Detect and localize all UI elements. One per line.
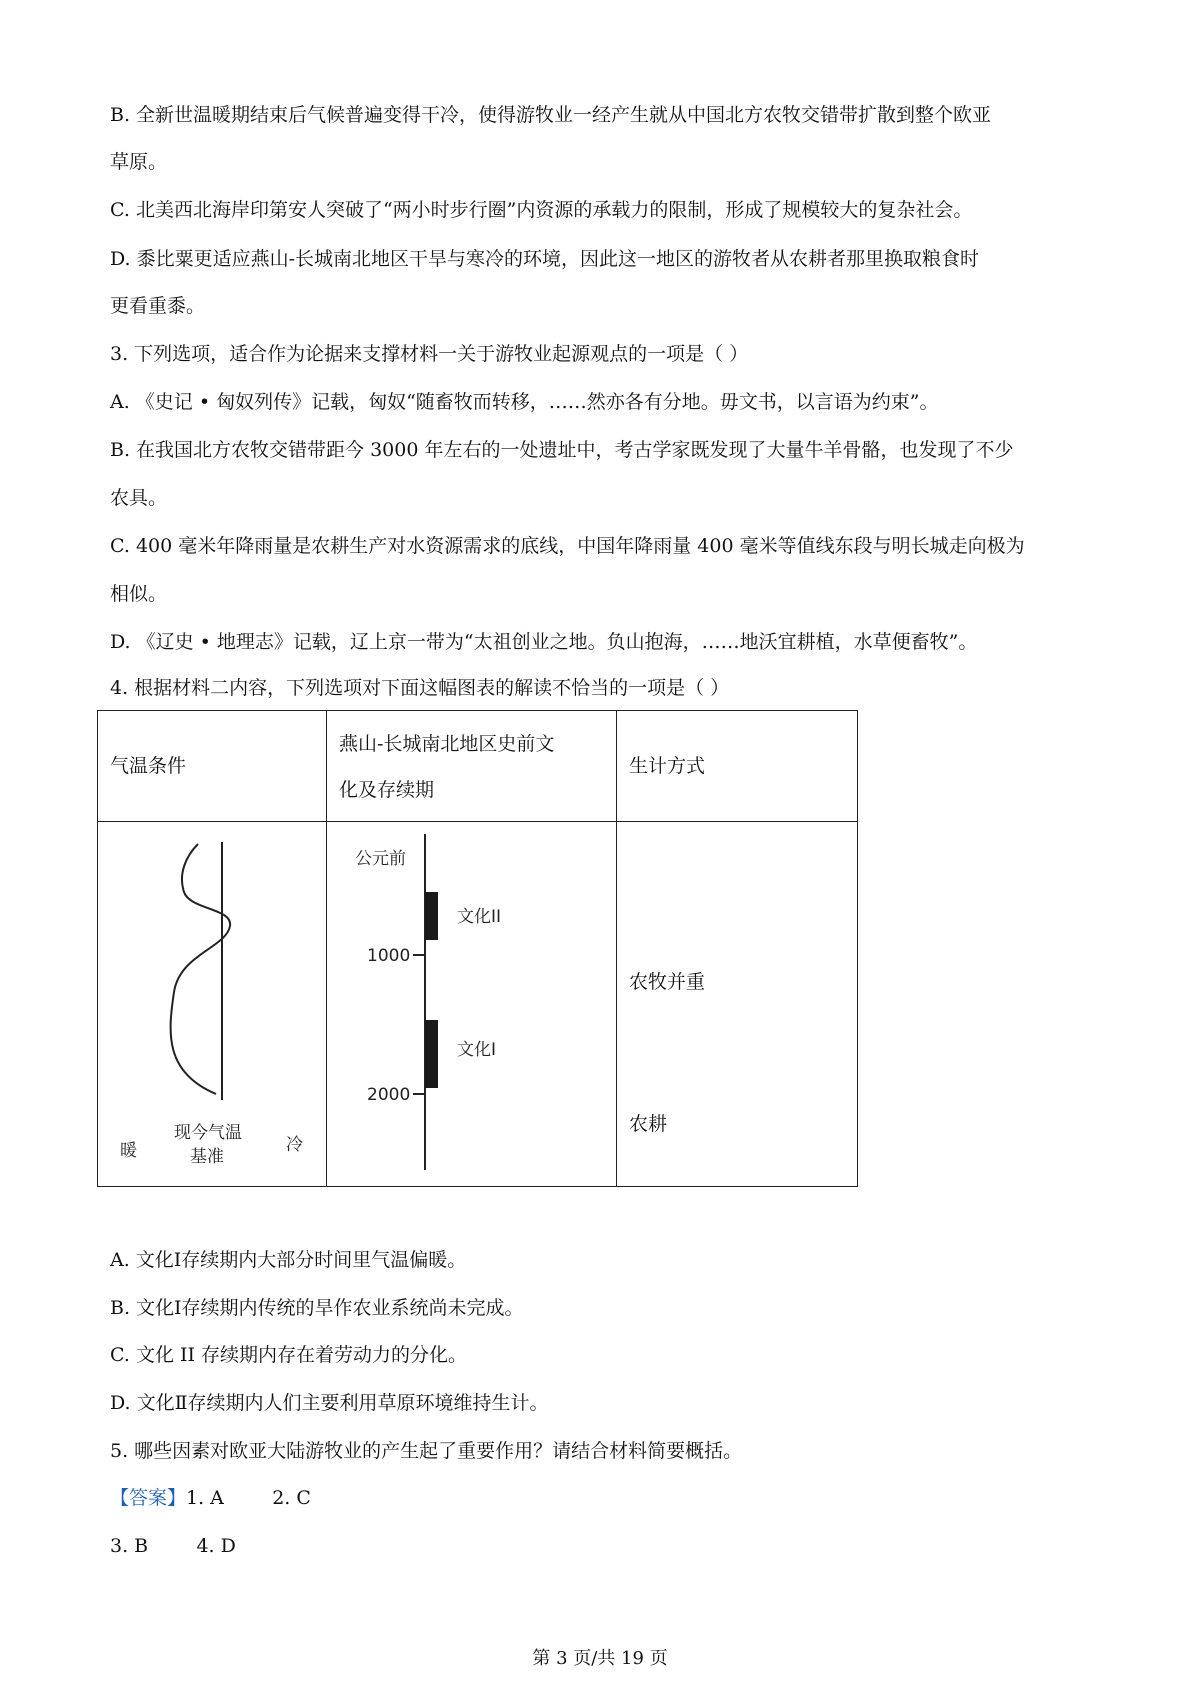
answer-line2: 3. B 4. D [110, 1535, 236, 1557]
answer-values-1: 1. A 2. C [186, 1487, 311, 1509]
baseline-label-line2: 基准 [190, 1147, 224, 1167]
page-number: 第 3 页/共 19 页 [532, 1648, 668, 1669]
timeline-era-label: 公元前 [355, 849, 406, 869]
q3-option-b-line1: B. 在我国北方农牧交错带距今 3000 年左右的一处遗址中，考古学家既发现了大量牛羊骨骼，也发现了不少 [110, 439, 1014, 461]
culture1-bar [425, 1020, 438, 1088]
livelihood-lower: 农耕 [629, 1113, 668, 1135]
temperature-curve-diagram [98, 822, 326, 1186]
header-livelihood: 生计方式 [629, 755, 706, 777]
culture-timeline-diagram [327, 822, 616, 1186]
culture2-label: 文化II [457, 907, 502, 927]
livelihood-cell [617, 822, 858, 1187]
culture-timeline-cell [327, 822, 617, 1187]
q4-option-d: D. 文化Ⅱ存续期内人们主要利用草原环境维持生计。 [110, 1392, 549, 1414]
q3-option-c-line1: C. 400 毫米年降雨量是农耕生产对水资源需求的底线，中国年降雨量 400 毫米等值线东段与明长城走向极为 [110, 535, 1025, 557]
q3-option-c-line2: 相似。 [110, 583, 168, 605]
q2-option-c: C. 北美西北海岸印第安人突破了“两小时步行圈”内资源的承载力的限制，形成了规模较大的复杂社会。 [110, 199, 973, 221]
culture1-label: 文化I [457, 1040, 497, 1060]
q2-option-b-line2: 草原。 [110, 151, 168, 173]
header-temperature: 气温条件 [110, 755, 187, 777]
q3-stem: 3. 下列选项，适合作为论据来支撑材料一关于游牧业起源观点的一项是（ ） [110, 343, 749, 365]
q3-option-d: D. 《辽史 • 地理志》记载，辽上京一带为“太祖创业之地。负山抱海，……地沃宜耕植，水草便畜牧”。 [110, 631, 978, 653]
header-livelihood-cell [617, 711, 858, 822]
warm-label: 暖 [120, 1141, 137, 1161]
q2-option-d-line2: 更看重黍。 [110, 295, 206, 317]
q4-option-a: A. 文化Ⅰ存续期内大部分时间里气温偏暖。 [110, 1249, 467, 1271]
header-culture-line1: 燕山-长城南北地区史前文 [339, 733, 555, 755]
livelihood-upper: 农牧并重 [629, 971, 706, 993]
cold-label: 冷 [286, 1135, 303, 1155]
q3-option-a: A. 《史记 • 匈奴列传》记载，匈奴“随畜牧而转移，……然亦各有分地。毋文书，以言语为约束”。 [110, 391, 939, 413]
q4-option-b: B. 文化Ⅰ存续期内传统的旱作农业系统尚未完成。 [110, 1297, 524, 1319]
q5-stem: 5. 哪些因素对欧亚大陆游牧业的产生起了重要作用？请结合材料简要概括。 [110, 1440, 743, 1462]
tick-label-2000: 2000 [367, 1085, 411, 1105]
q4-option-c: C. 文化 II 存续期内存在着劳动力的分化。 [110, 1344, 468, 1366]
temperature-curve-cell [98, 822, 327, 1187]
culture2-bar [425, 892, 438, 940]
answer-line1 [110, 1485, 311, 1511]
tick-label-1000: 1000 [367, 946, 411, 966]
q2-option-d-line1: D. 黍比粟更适应燕山-长城南北地区干旱与寒冷的环境，因此这一地区的游牧者从农耕者那里换取粮食时 [110, 248, 980, 270]
q4-stem: 4. 根据材料二内容，下列选项对下面这幅图表的解读不恰当的一项是（ ） [110, 677, 730, 699]
q4-chart-table [97, 710, 858, 1187]
header-culture-cell [327, 711, 617, 822]
q2-option-b-line1: B. 全新世温暖期结束后气候普遍变得干冷，使得游牧业一经产生就从中国北方农牧交错带扩散到整个欧亚 [110, 104, 992, 126]
answer-tag: 【答案】 [110, 1487, 187, 1509]
q3-option-b-line2: 农具。 [110, 487, 168, 509]
header-culture-line2: 化及存续期 [339, 779, 435, 801]
header-temperature-cell [98, 711, 327, 822]
baseline-label-line1: 现今气温 [174, 1123, 242, 1143]
